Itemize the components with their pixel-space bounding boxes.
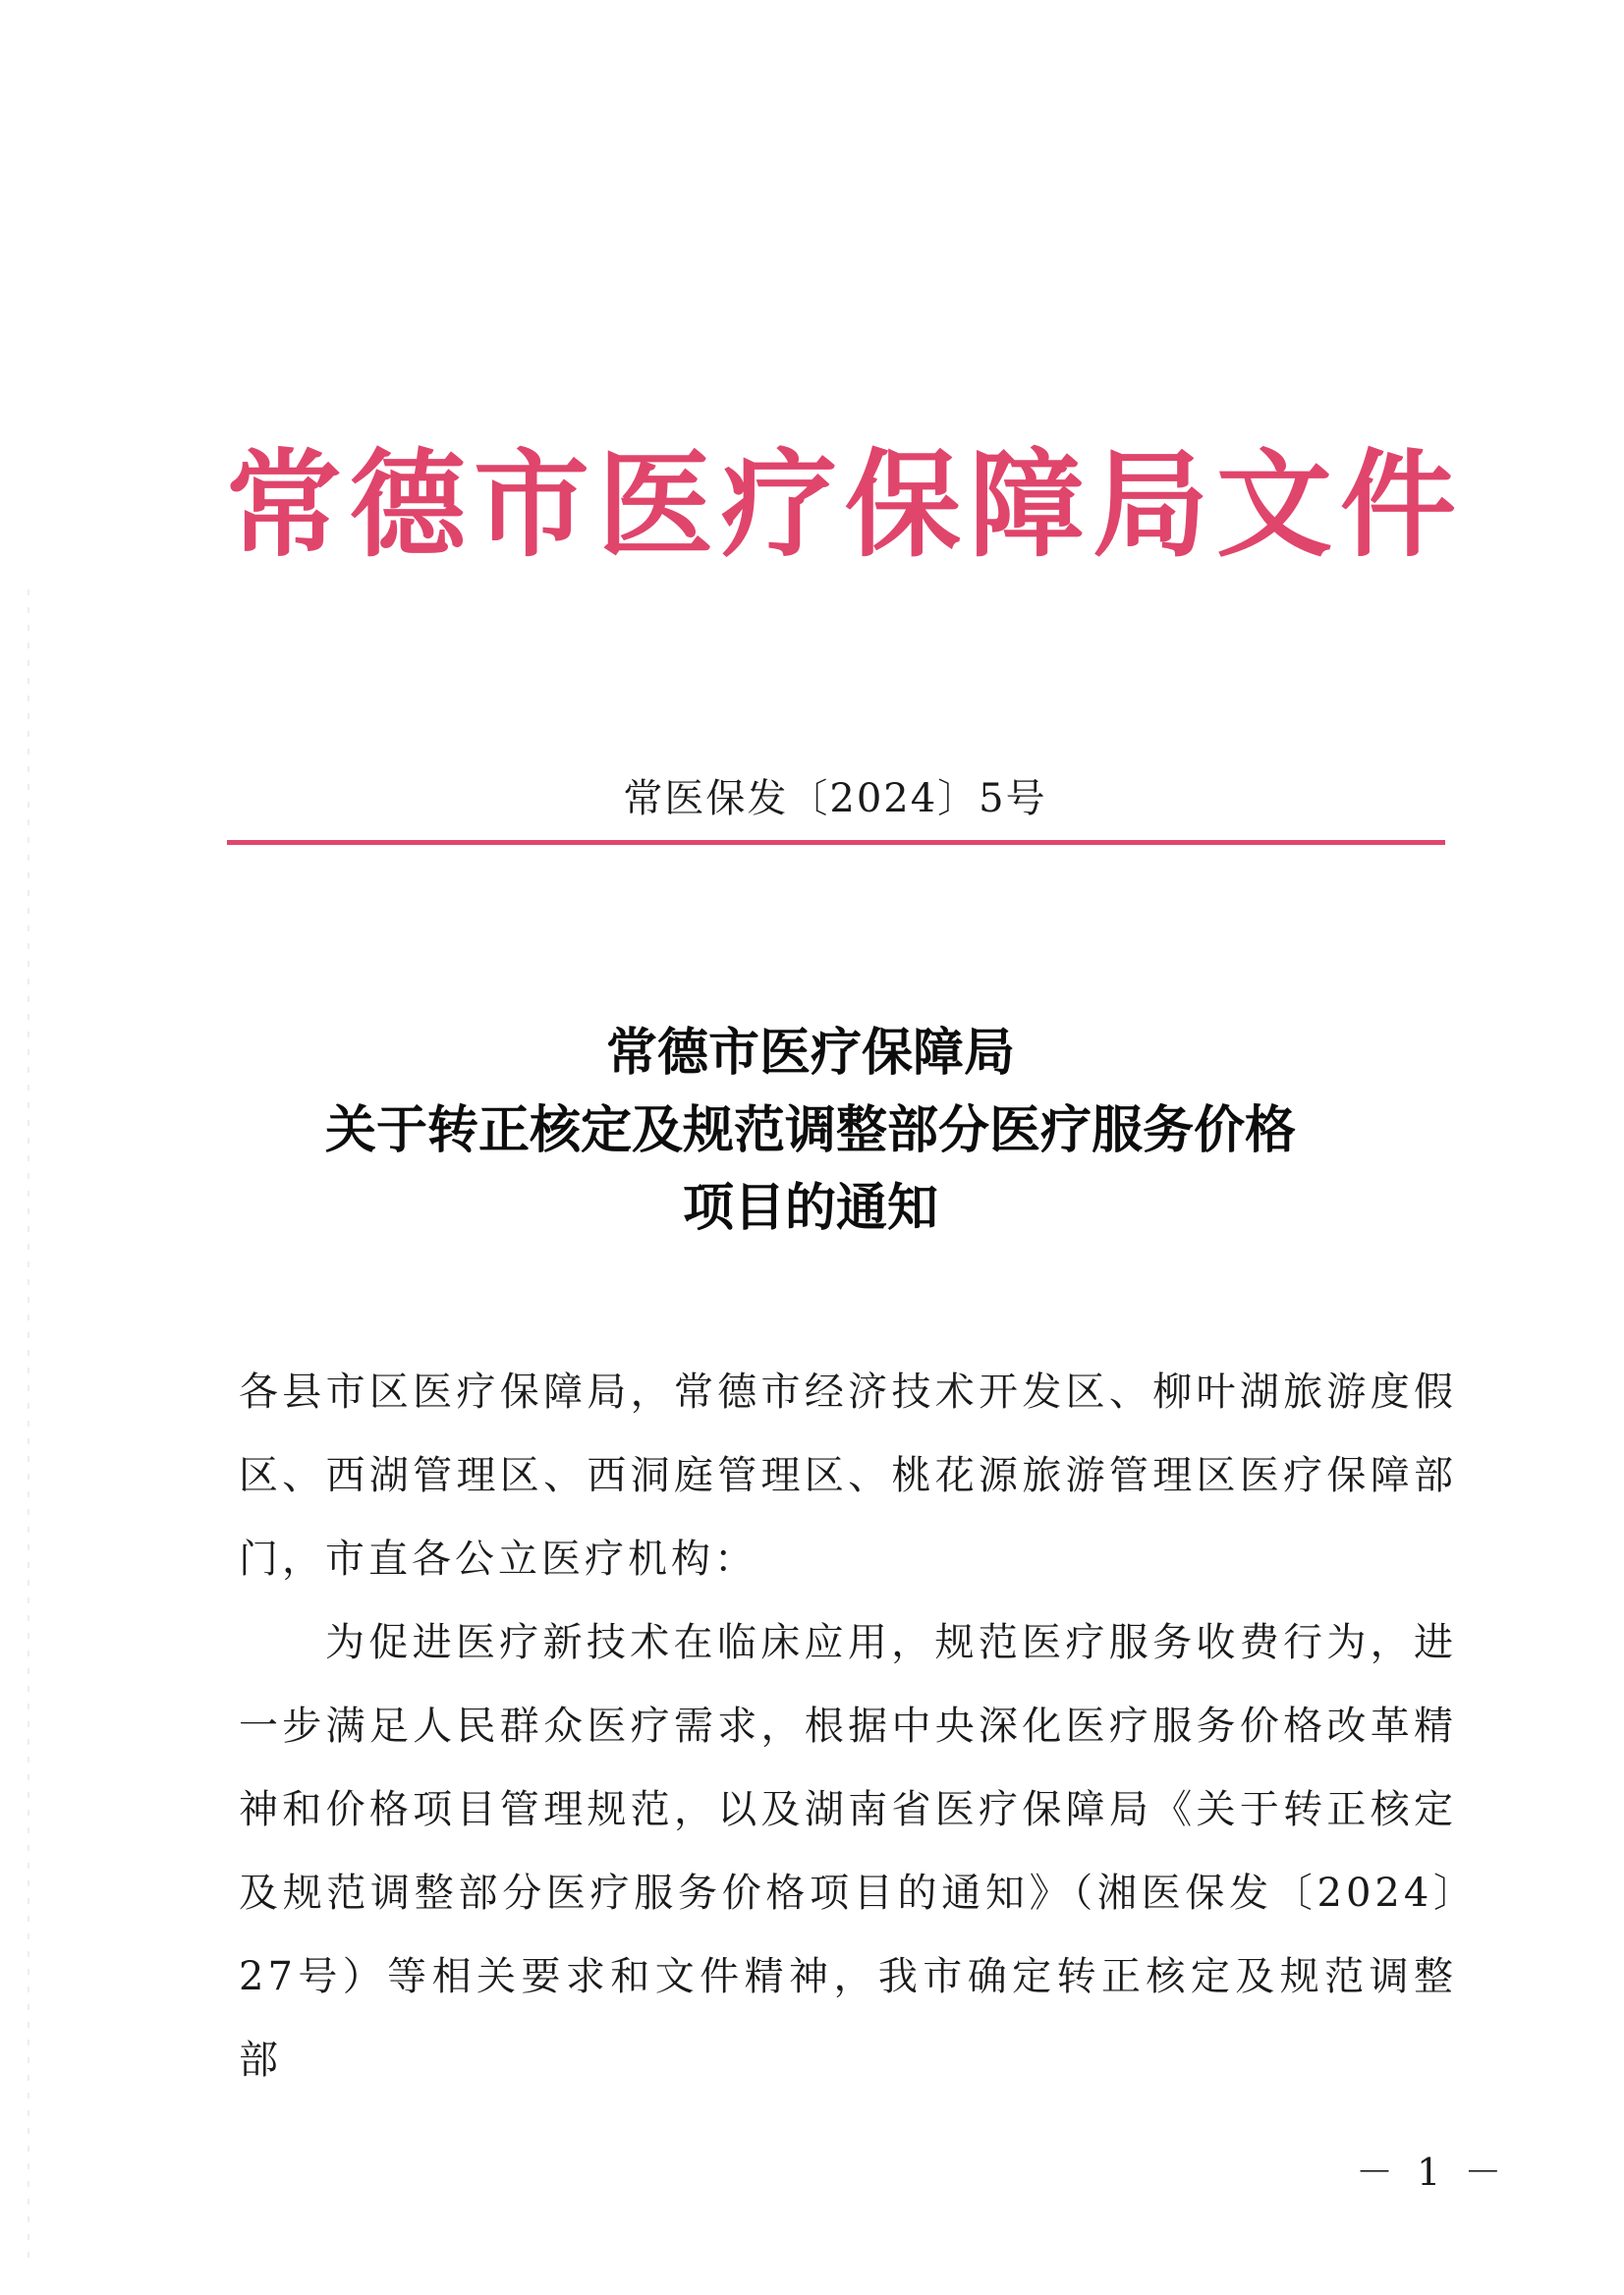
document-number: 常医保发〔2024〕5号: [623, 776, 1047, 821]
document-masthead: 常德市医疗保障局文件: [226, 436, 1465, 573]
scan-edge-artifact: [28, 589, 29, 2260]
title-line-1: 常德市医疗保障局: [605, 1023, 1015, 1083]
body-paragraph-1: 为促进医疗新技术在临床应用，规范医疗服务收费行为，进一步满足人民群众医疗需求，根据中央深化医疗服务价格改革精神和价格项目管理规范，以及湖南省医疗保障局《关于转正核定及规范调整部分医疗服务价格项目的通知》（湘医保发〔2024〕27号）等相关要求和文件精神，我市确定转正核定及规范调整部: [239, 1620, 1457, 2083]
red-divider-line: [227, 840, 1445, 845]
title-line-3: 项目的通知: [682, 1178, 938, 1238]
addressee-paragraph: 各县市区医疗保障局，常德市经济技术开发区、柳叶湖旅游度假区、西湖管理区、西洞庭管理区、桃花源旅游管理区医疗保障部门，市直各公立医疗机构：: [239, 1370, 1457, 1582]
document-title: [147, 1014, 1474, 1247]
document-body: [239, 1351, 1457, 2102]
title-line-2: 关于转正核定及规范调整部分医疗服务价格: [324, 1100, 1296, 1160]
page-number: － 1 －: [1356, 2151, 1508, 2194]
